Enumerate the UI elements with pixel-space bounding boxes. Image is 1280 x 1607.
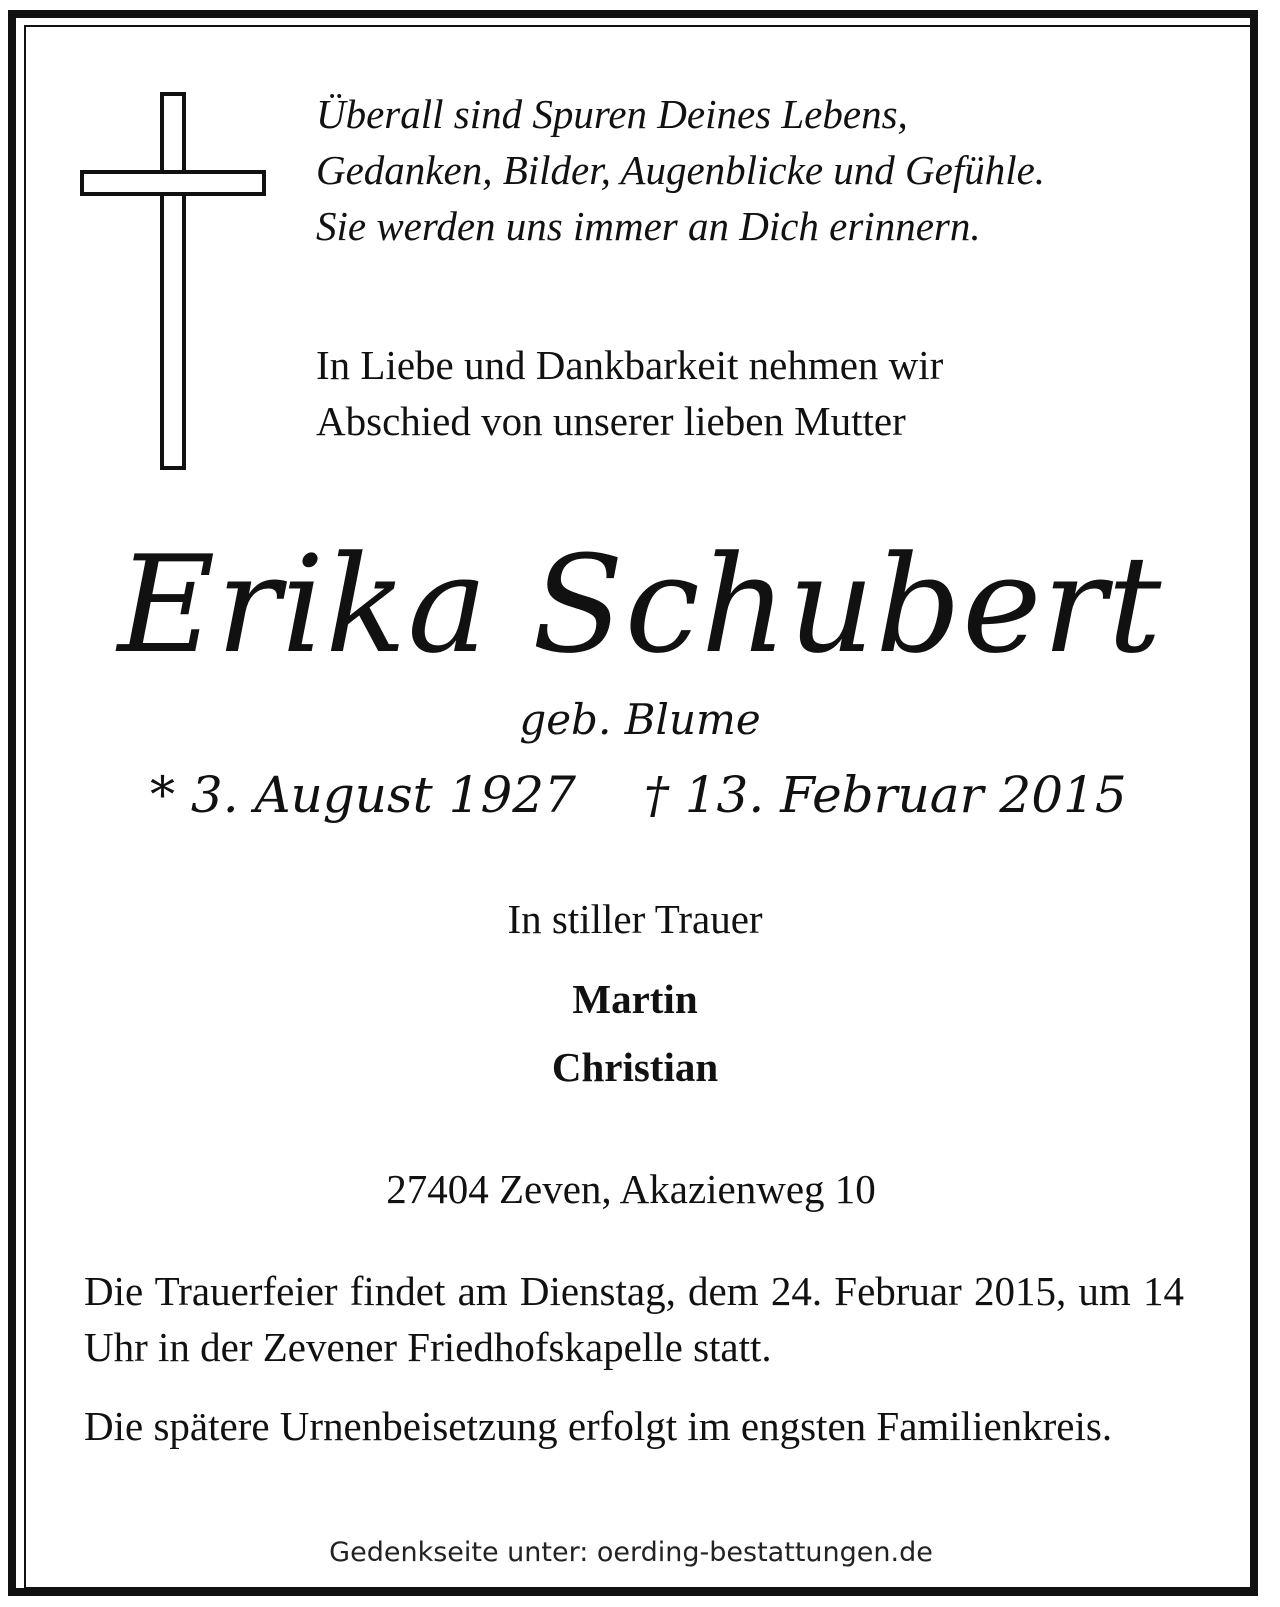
poem-line: Gedanken, Bilder, Augenblicke und Gefühle.: [316, 147, 1046, 193]
address: 27404 Zeven, Akazienweg 10: [386, 1166, 876, 1212]
mourning-heading: In stiller Trauer: [507, 896, 763, 942]
mourner-name: Christian: [551, 1044, 719, 1090]
birth-date: * 3. August 1927: [150, 766, 576, 824]
cross-icon: [80, 92, 270, 472]
funeral-notice: Die Trauerfeier findet am Dienstag, dem 24. Februar 2015, um 14 Uhr in der Zevener Friedhofskapelle statt.: [84, 1268, 1184, 1370]
death-date: † 13. Februar 2015: [643, 766, 1127, 824]
deceased-name: Erika Schubert: [117, 527, 1163, 683]
intro-text: [316, 337, 1216, 449]
burial-notice: Die spätere Urnenbeisetzung erfolgt im engsten Familienkreis.: [84, 1403, 1113, 1449]
intro-line: In Liebe und Dankbarkeit nehmen wir: [316, 342, 944, 388]
poem-line: Sie werden uns immer an Dich erinnern.: [316, 203, 981, 249]
intro-line: Abschied von unserer lieben Mutter: [316, 398, 906, 444]
life-dates: [150, 765, 1130, 825]
birth-name: geb. Blume: [519, 695, 761, 744]
poem-line: Überall sind Spuren Deines Lebens,: [316, 91, 908, 137]
poem: [316, 86, 1216, 254]
mourner-name: Martin: [572, 976, 698, 1022]
memorial-page-link[interactable]: Gedenkseite unter: oerding-bestattungen.de: [329, 1537, 933, 1568]
